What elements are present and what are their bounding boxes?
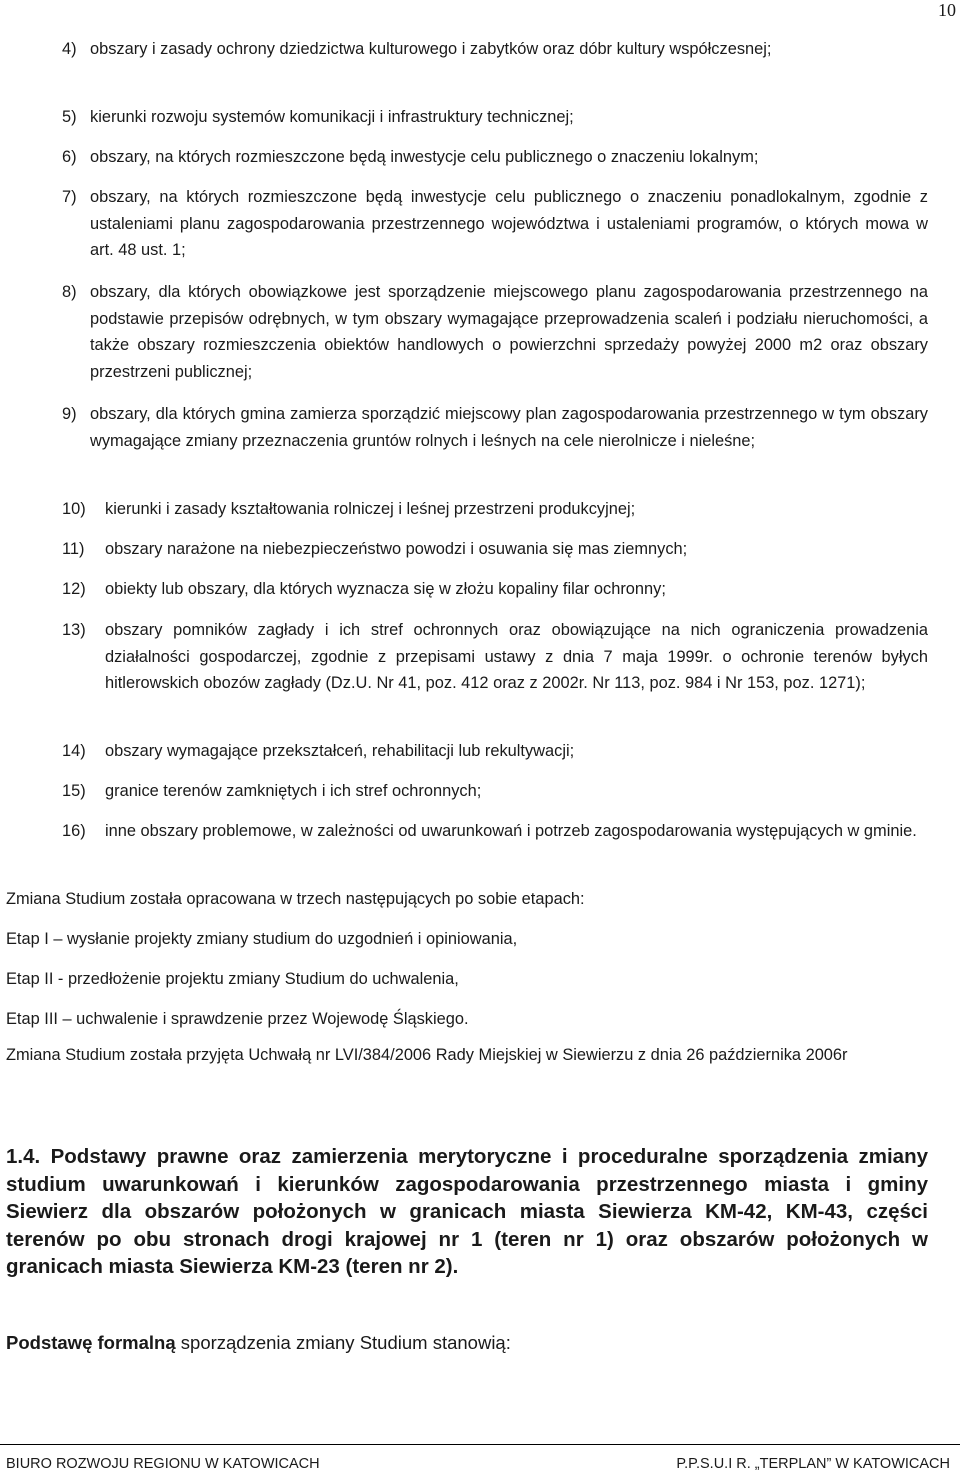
list-item (62, 818, 928, 845)
stages-intro: Zmiana Studium została opracowana w trzech następujących po sobie etapach: (6, 890, 585, 908)
footer-divider (0, 1444, 960, 1445)
list-item (62, 576, 928, 603)
list-marker: 11) (62, 540, 85, 558)
list-text: obszary pomników zagłady i ich stref ochronnych oraz obowiązujące na nich ograniczenia prowadzenia działalności gospodarczej, zgodnie z przepisami ustawy z dnia 7 maja 1999r. o ochronie terenów byłych hitlerowskich obozów zagłady (Dz.U. Nr 41, poz. 412 oraz z 2002r. Nr 113, poz. 984 i Nr 153, poz. 1271); (105, 621, 928, 692)
list-marker: 16) (62, 822, 86, 840)
list-text: granice terenów zamkniętych i ich stref ochronnych; (105, 782, 482, 800)
list-marker: 15) (62, 782, 86, 800)
section-heading: 1.4. Podstawy prawne oraz zamierzenia merytoryczne i proceduralne sporządzenia zmiany studium uwarunkowań i kierunków zagospodarowania przestrzennego miasta i gminy Siewierz dla obszarów położonych w granicach miasta Siewierza KM-42, KM-43, części terenów po obu stronach drogi krajowej nr 1 (teren nr 1) oraz obszarów położonych w granicach miasta Siewierza KM-23 (teren nr 2). (6, 1145, 928, 1278)
stage-1: Etap I – wysłanie projekty zmiany studium do uzgodnień i opiniowania, (6, 930, 518, 948)
formal-basis-bold: Podstawę formalną (6, 1332, 176, 1353)
stage-3: Etap III – uchwalenie i sprawdzenie przez Wojewodę Śląskiego. (6, 1010, 469, 1028)
list-text: obszary, dla których obowiązkowe jest sporządzenie miejscowego planu zagospodarowania przestrzennego na podstawie przepisów odrębnych, w tym obszary wymagające przeprowadzenia scaleń i podziału nieruchomości, a także obszary rozmieszczenia obiektów handlowych o powierzchni sprzedaży powyżej 2000 m2 oraz obszary przestrzeni publicznej; (90, 283, 928, 381)
list-text: obiekty lub obszary, dla których wyznacza się w złożu kopaliny filar ochronny; (105, 580, 666, 598)
list-marker: 9) (62, 405, 77, 423)
list-text: obszary, na których rozmieszczone będą inwestycje celu publicznego o znaczeniu lokalnym; (90, 148, 759, 166)
list-item (62, 536, 928, 563)
list-text: kierunki rozwoju systemów komunikacji i infrastruktury technicznej; (90, 108, 574, 126)
list-text: obszary, na których rozmieszczone będą inwestycje celu publicznego o znaczeniu ponadlokalnym, zgodnie z ustaleniami planu zagospodarowania przestrzennego województwa i ustaleniami programów, o których mowa w art. 48 ust. 1; (90, 188, 928, 259)
list-text: obszary wymagające przekształceń, rehabilitacji lub rekultywacji; (105, 742, 575, 760)
list-item (62, 617, 928, 697)
list-item (62, 778, 928, 805)
list-marker: 4) (62, 40, 77, 58)
list-item (62, 279, 928, 385)
list-marker: 8) (62, 283, 77, 301)
list-marker: 7) (62, 188, 77, 206)
list-item (62, 738, 928, 765)
list-text: kierunki i zasady kształtowania rolniczej i leśnej przestrzeni produkcyjnej; (105, 500, 636, 518)
list-text: obszary i zasady ochrony dziedzictwa kulturowego i zabytków oraz dóbr kultury współczesnej; (90, 40, 772, 58)
list-item (62, 184, 928, 264)
list-marker: 5) (62, 108, 77, 126)
list-marker: 14) (62, 742, 86, 760)
list-text: obszary narażone na niebezpieczeństwo powodzi i osuwania się mas ziemnych; (105, 540, 688, 558)
resolution-paragraph: Zmiana Studium została przyjęta Uchwałą nr LVI/384/2006 Rady Miejskiej w Siewierzu z dnia 26 października 2006r (6, 1046, 848, 1064)
page-number: 10 (938, 0, 956, 20)
list-item (62, 104, 928, 131)
list-item (62, 496, 928, 523)
formal-basis-line (6, 1330, 928, 1356)
list-item (62, 401, 928, 454)
list-item (62, 144, 928, 171)
list-marker: 13) (62, 621, 86, 639)
list-marker: 10) (62, 500, 86, 518)
stage-2: Etap II - przedłożenie projektu zmiany Studium do uchwalenia, (6, 970, 459, 988)
list-text: obszary, dla których gmina zamierza sporządzić miejscowy plan zagospodarowania przestrzennego w tym obszary wymagające zmiany przeznaczenia gruntów rolnych i leśnych na cele nierolnicze i nieleśne; (90, 405, 928, 450)
list-item (62, 36, 928, 63)
list-marker: 12) (62, 580, 86, 598)
footer-right: P.P.S.U.I R. „TERPLAN” W KATOWICACH (676, 1456, 950, 1472)
list-marker: 6) (62, 148, 77, 166)
footer-left: BIURO ROZWOJU REGIONU W KATOWICACH (6, 1456, 320, 1472)
formal-basis-rest: sporządzenia zmiany Studium stanowią: (175, 1332, 511, 1353)
list-text: inne obszary problemowe, w zależności od uwarunkowań i potrzeb zagospodarowania występujących w gminie. (105, 822, 917, 840)
